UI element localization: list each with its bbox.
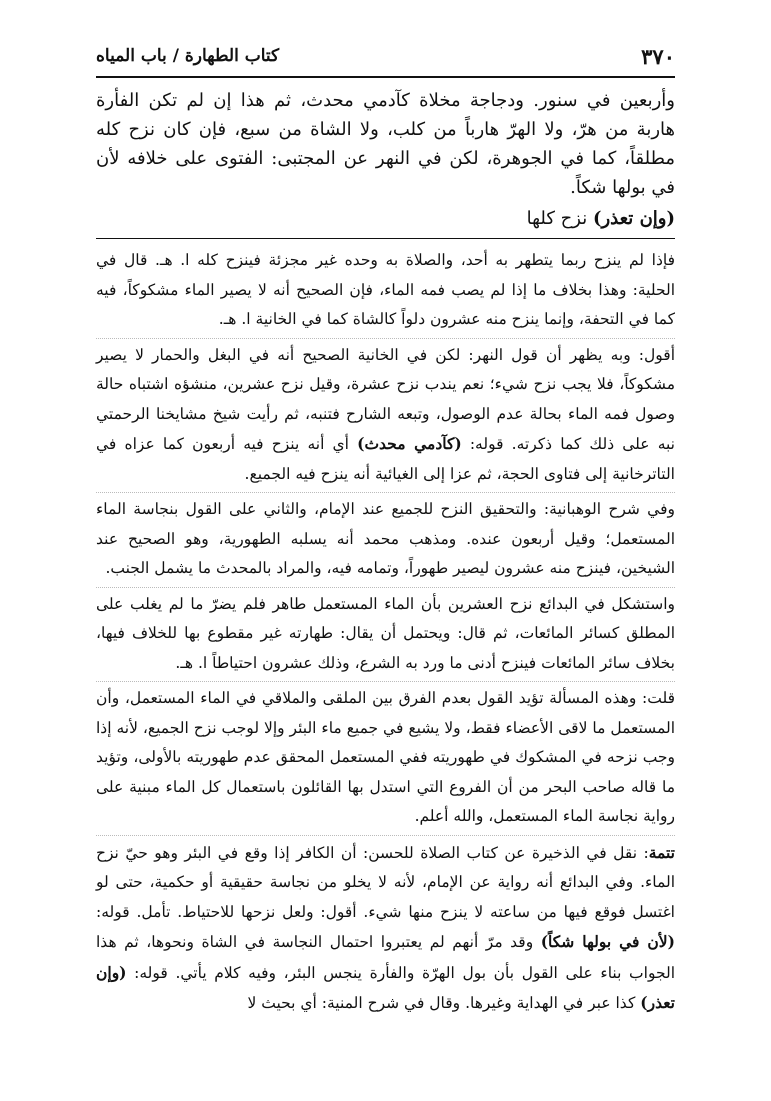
text-span: : نقل في الذخيرة عن كتاب الصلاة للحسن: أن الكافر إذا وقع في البئر وهو حيّ نزح الماء. وفي البدائع أنه رواية عن الإمام، لأنه لا يخلو من نجاسة حقيقية أو حكمية، حتى لو اغتسل فوقع فيها من ساعته لا ينزح منها شيء. أقول: ولعل نزحها للاحتياط. تأمل. قوله: <box>96 843 675 921</box>
quoted-phrase: (لأن في بولها شكاً) <box>540 932 675 951</box>
text-span: أي أنه ينزح فيه أربعون كما عزاه في التاترخانية إلى فتاوى الحجة، ثم عزا إلى الغيائية أنه ينزح فيه الجميع. <box>96 435 675 483</box>
text-span: كذا عبر في الهداية وغيرها. وقال في شرح المنية: أي بحيث لا <box>247 994 641 1012</box>
section-divider <box>96 238 675 239</box>
commentary-paragraph: فإذا لم ينزح ربما يتطهر به أحد، والصلاة به وحده غير مجزئة فينزح كله ا. هـ. قال في الحلية: وهذا بخلاف ما إذا لم يصب فمه الماء، فإن الصحيح أنه لا يصير الماء مشكوكاً، فيه كما في التحفة، وإنما ينزح منه عشرون دلواً كالشاة كما في الخانية ا. هـ. <box>96 251 675 328</box>
commentary-paragraph: قلت: وهذه المسألة تؤيد القول بعدم الفرق بين الملقى والملاقي في الماء المستعمل، وأن المستعمل ما لاقى الأعضاء فقط، ولا يشيع في جميع ماء البئر وإلا لوجب نزح الجميع، لأنه إذا وجب نزحه في المشكوك في طهوريته ففي المستعمل المحقق عدم طهوريته بالأولى، وتؤيد ما قاله صاحب البحر من أن الفروع التي استدل بها القائلون باستعمال كل الماء مبنية على رواية نجاسة الماء المستعمل، والله أعلم. <box>96 681 675 832</box>
quoted-phrase: (وإن تعذر) <box>592 208 675 229</box>
commentary-paragraph: واستشكل في البدائع نزح العشرين بأن الماء المستعمل طاهر فلم يضرّ ما لم يغلب على المطلق كسائر المائعات، ثم قال: ويحتمل أن يقال: طهارته غير مقطوع بها للخلاف فيها، بخلاف سائر المائعات فينزح أدنى ما ورد به الشرع، وذلك عشرون احتياطاً ا. هـ. <box>96 587 675 679</box>
section-label: تتمة <box>648 842 675 862</box>
commentary-paragraph <box>96 338 675 490</box>
main-text <box>96 86 675 233</box>
main-text-paragraph <box>96 204 675 233</box>
commentary-paragraph <box>96 835 675 1019</box>
commentary-text <box>96 246 675 1022</box>
commentary-paragraph: وفي شرح الوهبانية: والتحقيق النزح للجميع عند الإمام، والثاني على القول بنجاسة الماء المستعمل؛ وقيل أربعون عنده. ومذهب محمد أنه يسلبه الطهورية، وهو الصحيح عند الشيخين، فينزح منه عشرون ليصير طهوراً، وتمامه فيه، والمراد بالمحدث ما يشمل الجنب. <box>96 492 675 584</box>
text-span: نزح كلها <box>526 208 593 229</box>
running-title: كتاب الطهارة / باب المياه <box>96 46 280 66</box>
quoted-phrase: (كآدمي محدث) <box>357 434 462 453</box>
page-header <box>96 44 675 78</box>
text-span: وقد مرّ أنهم لم يعتبروا احتمال النجاسة في الشاة ونحوها، ثم هذا الجواب بناء على القول بأن بول الهرّة والفأرة ينجس البئر، وفيه كلام يأتي. قوله: <box>96 933 675 982</box>
main-text-paragraph: وأربعين في سنور. ودجاجة مخلاة كآدمي محدث، ثم هذا إن لم تكن الفأرة هاربة من هرّ، ولا الهرّ هارباً من كلب، ولا الشاة من سبع، فإن كان نزح كله مطلقاً، كما في الجوهرة، لكن في النهر عن المجتبى: الفتوى على خلافه لأن في بولها شكاً. <box>96 90 675 198</box>
page-number: ٣٧٠ <box>641 44 675 69</box>
quoted-phrase: (وإن تعذر) <box>96 962 675 1012</box>
text-span: أقول: وبه يظهر أن قول النهر: لكن في الخانية الصحيح أنه في البغل والحمار لا يصير مشكوكاً، فلا يجب نزح شيء؛ نعم يندب نزح عشرة، وقيل نزح عشرين، منشؤه اشتباه حالة وصول فمه الماء بحالة عدم الوصول، وتبعه الشارح فتنبه، ثم رأيت شيخ مشايخنا الرحمتي نبه على ذلك كما ذكرته. قوله: <box>96 345 676 453</box>
